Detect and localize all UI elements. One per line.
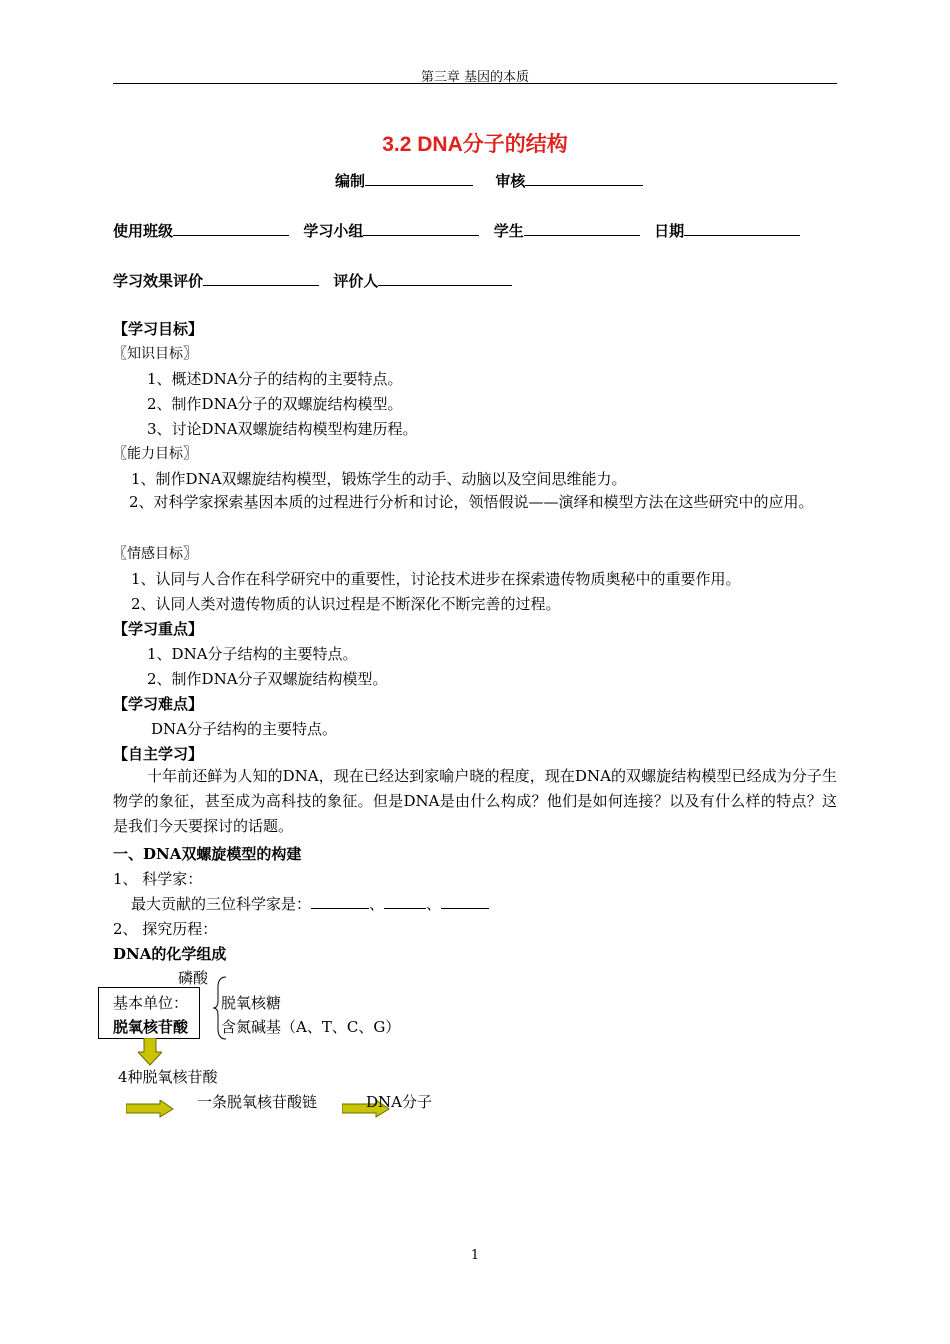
- evaluator-label: 评价人: [333, 273, 379, 290]
- component-phosphate: 磷酸: [178, 969, 209, 987]
- group-label: 学习小组: [303, 223, 364, 240]
- four-nucleotides: 4种脱氧核苷酸: [118, 1068, 218, 1086]
- question-2-label: 2、 探究历程：: [113, 920, 218, 938]
- class-label: 使用班级: [113, 223, 174, 240]
- knowledge-item: 3、讨论DNA双螺旋结构模型构建历程。: [147, 420, 418, 438]
- editor-blank[interactable]: [365, 170, 473, 186]
- knowledge-item: 2、制作DNA分子的双螺旋结构模型。: [147, 395, 403, 413]
- ability-heading: 〖能力目标〗: [113, 446, 197, 462]
- evaluator-blank[interactable]: [378, 270, 512, 286]
- ability-item: 2、对科学家探索基因本质的过程进行分析和讨论，领悟假说——演绎和模型方法在这些研究中的应用。: [129, 493, 814, 511]
- knowledge-heading: 〖知识目标〗: [113, 346, 197, 362]
- chem-heading: DNA的化学组成: [113, 945, 227, 963]
- difficulty-item: DNA分子结构的主要特点。: [151, 720, 337, 738]
- key-points-heading: 【学习重点】: [113, 620, 204, 638]
- page-number: 1: [470, 1248, 480, 1263]
- difficulty-heading: 【学习难点】: [113, 695, 204, 713]
- class-blank[interactable]: [173, 220, 289, 236]
- section-heading: 一、DNA双螺旋模型的构建: [113, 845, 302, 863]
- key-point-item: 2、制作DNA分子双螺旋结构模型。: [147, 670, 388, 688]
- reviewer-label: 审核: [495, 173, 526, 190]
- nucleotide-chain: 一条脱氧核苷酸链: [197, 1093, 318, 1111]
- eval-blank[interactable]: [203, 270, 319, 286]
- scientist-blank-1[interactable]: [311, 893, 369, 909]
- question-1-text: 最大贡献的三位科学家是：: [131, 895, 312, 913]
- self-study-heading: 【自主学习】: [113, 745, 204, 763]
- component-deoxyribose: 脱氧核糖: [221, 994, 282, 1012]
- ability-item: 1、制作DNA双螺旋结构模型，锻炼学生的动手、动脑以及空间思维能力。: [131, 470, 627, 488]
- editor-label: 编制: [335, 173, 366, 190]
- separator: 、: [426, 895, 442, 913]
- eval-label: 学习效果评价: [113, 273, 204, 290]
- key-point-item: 1、DNA分子结构的主要特点。: [147, 645, 358, 663]
- date-blank[interactable]: [684, 220, 800, 236]
- evaluation-row: [113, 270, 512, 291]
- header-divider: [113, 83, 837, 84]
- basic-unit-name: 脱氧核苷酸: [113, 1018, 189, 1036]
- scientist-blank-2[interactable]: [384, 893, 426, 909]
- emotion-item: 2、认同人类对遗传物质的认识过程是不断深化不断完善的过程。: [131, 595, 561, 613]
- component-base: 含氮碱基（A、T、C、G）: [221, 1018, 401, 1036]
- self-study-intro: 十年前还鲜为人知的DNA，现在已经达到家喻户晓的程度，现在DNA的双螺旋结构模型已经成为分子生物学的象征，甚至成为高科技的象征。但是DNA是由什么构成？他们是如何连接？以及有什么样的特点？这是我们今天要探讨的话题。: [113, 767, 837, 835]
- dna-molecule: DNA分子: [366, 1093, 432, 1111]
- scientist-blank-3[interactable]: [441, 893, 489, 909]
- group-blank[interactable]: [363, 220, 479, 236]
- emotion-heading: 〖情感目标〗: [113, 546, 197, 562]
- down-arrow-icon: [138, 1038, 162, 1066]
- student-blank[interactable]: [524, 220, 640, 236]
- page-title: 3.2 DNA分子的结构: [382, 133, 568, 156]
- info-row: [113, 220, 800, 241]
- student-label: 学生: [493, 223, 524, 240]
- date-label: 日期: [654, 223, 685, 240]
- knowledge-item: 1、概述DNA分子的结构的主要特点。: [147, 370, 403, 388]
- basic-unit-label: 基本单位：: [113, 994, 189, 1012]
- question-1-row: [131, 893, 489, 914]
- editor-reviewer-row: [335, 170, 643, 191]
- separator: 、: [369, 895, 385, 913]
- reviewer-blank[interactable]: [525, 170, 643, 186]
- running-header: 第三章 基因的本质: [420, 70, 530, 85]
- question-1-label: 1、 科学家：: [113, 870, 203, 888]
- right-arrow-icon: [126, 1100, 174, 1118]
- emotion-item: 1、认同与人合作在科学研究中的重要性，讨论技术进步在探索遗传物质奥秘中的重要作用。: [131, 570, 741, 588]
- objectives-heading: 【学习目标】: [113, 320, 204, 338]
